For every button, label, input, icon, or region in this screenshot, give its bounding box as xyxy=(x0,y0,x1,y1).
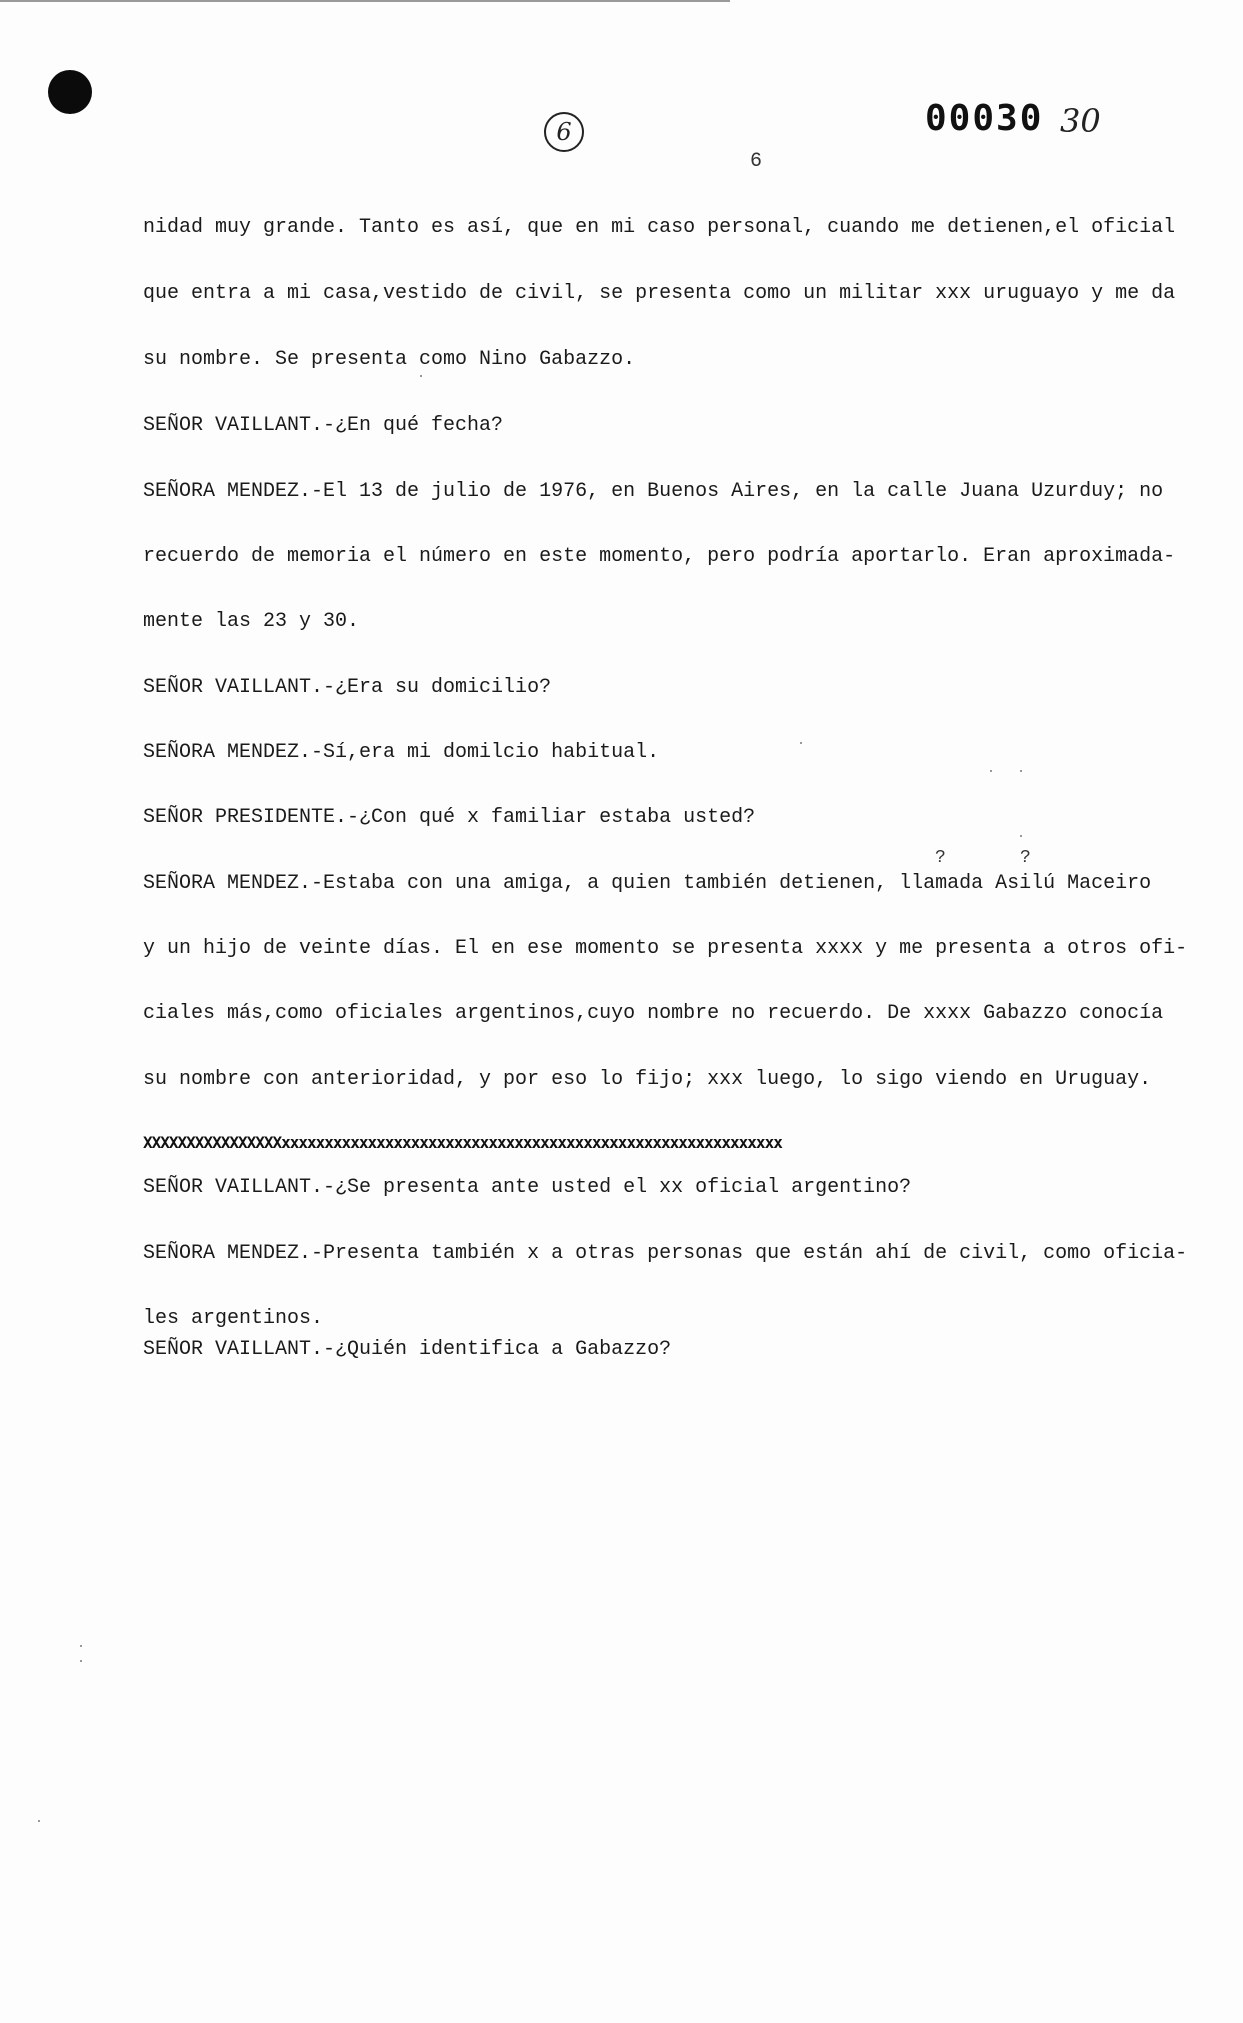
text-line: SEÑOR VAILLANT.-¿En qué fecha? xyxy=(143,414,504,437)
speck xyxy=(1020,770,1022,772)
circled-page-number: 6 xyxy=(544,112,584,152)
speck xyxy=(80,1645,82,1647)
text-line: SEÑORA MENDEZ.-El 13 de julio de 1976, en Buenos Aires, en la calle Juana Uzurduy; no xyxy=(143,480,1164,503)
text-line: recuerdo de memoria el número en este momento, pero podría aportarlo. Eran aproximada- xyxy=(143,545,1176,568)
text-line: su nombre. Se presenta como Nino Gabazzo. xyxy=(143,348,636,371)
page-number: 6 xyxy=(750,150,763,173)
text-line: mente las 23 y 30. xyxy=(143,610,360,633)
text-line: SEÑOR VAILLANT.-¿Era su domicilio? xyxy=(143,676,552,699)
speck xyxy=(420,375,422,377)
text-line: nidad muy grande. Tanto es así, que en mi caso personal, cuando me detienen,el oficial xyxy=(143,216,1176,239)
question-mark: ? xyxy=(935,848,946,868)
struck-out-line: XXXXXXXXXXXXXXXXxxxxxxxxxxxxxxxxxxxxxxxxxxxxxxxxxxxxxxxxxxxxxxxxxxxxxxxxxx xyxy=(143,1133,782,1149)
punch-hole xyxy=(48,70,92,114)
text-line: SEÑOR VAILLANT.-¿Se presenta ante usted el xx oficial argentino? xyxy=(143,1176,912,1199)
text-line: que entra a mi casa,vestido de civil, se presenta como un militar xxx uruguayo y me da xyxy=(143,282,1176,305)
stamp-number: 00030 xyxy=(925,98,1044,139)
text-line: SEÑOR PRESIDENTE.-¿Con qué x familiar estaba usted? xyxy=(143,806,756,829)
question-mark: ? xyxy=(1020,848,1031,868)
text-line: SEÑORA MENDEZ.-Estaba con una amiga, a quien también detienen, llamada Asilú Maceiro xyxy=(143,872,1152,895)
text-line: y un hijo de veinte días. El en ese momento se presenta xxxx y me presenta a otros ofi- xyxy=(143,937,1188,960)
speck xyxy=(990,770,992,772)
text-line: su nombre con anterioridad, y por eso lo fijo; xxx luego, lo sigo viendo en Uruguay. xyxy=(143,1068,1152,1091)
text-line: SEÑORA MENDEZ.-Presenta también x a otras personas que están ahí de civil, como oficia- xyxy=(143,1242,1188,1265)
text-line: les argentinos. xyxy=(143,1307,324,1330)
handwritten-number: 30 xyxy=(1060,102,1101,140)
text-line: SEÑOR VAILLANT.-¿Quién identifica a Gabazzo? xyxy=(143,1338,672,1361)
text-line: SEÑORA MENDEZ.-Sí,era mi domilcio habitual. xyxy=(143,741,660,764)
speck xyxy=(80,1660,82,1662)
speck xyxy=(800,742,802,744)
top-border-line xyxy=(0,0,730,2)
text-line: ciales más,como oficiales argentinos,cuyo nombre no recuerdo. De xxxx Gabazzo conocía xyxy=(143,1002,1164,1025)
speck xyxy=(1020,835,1022,837)
speck xyxy=(38,1820,40,1822)
